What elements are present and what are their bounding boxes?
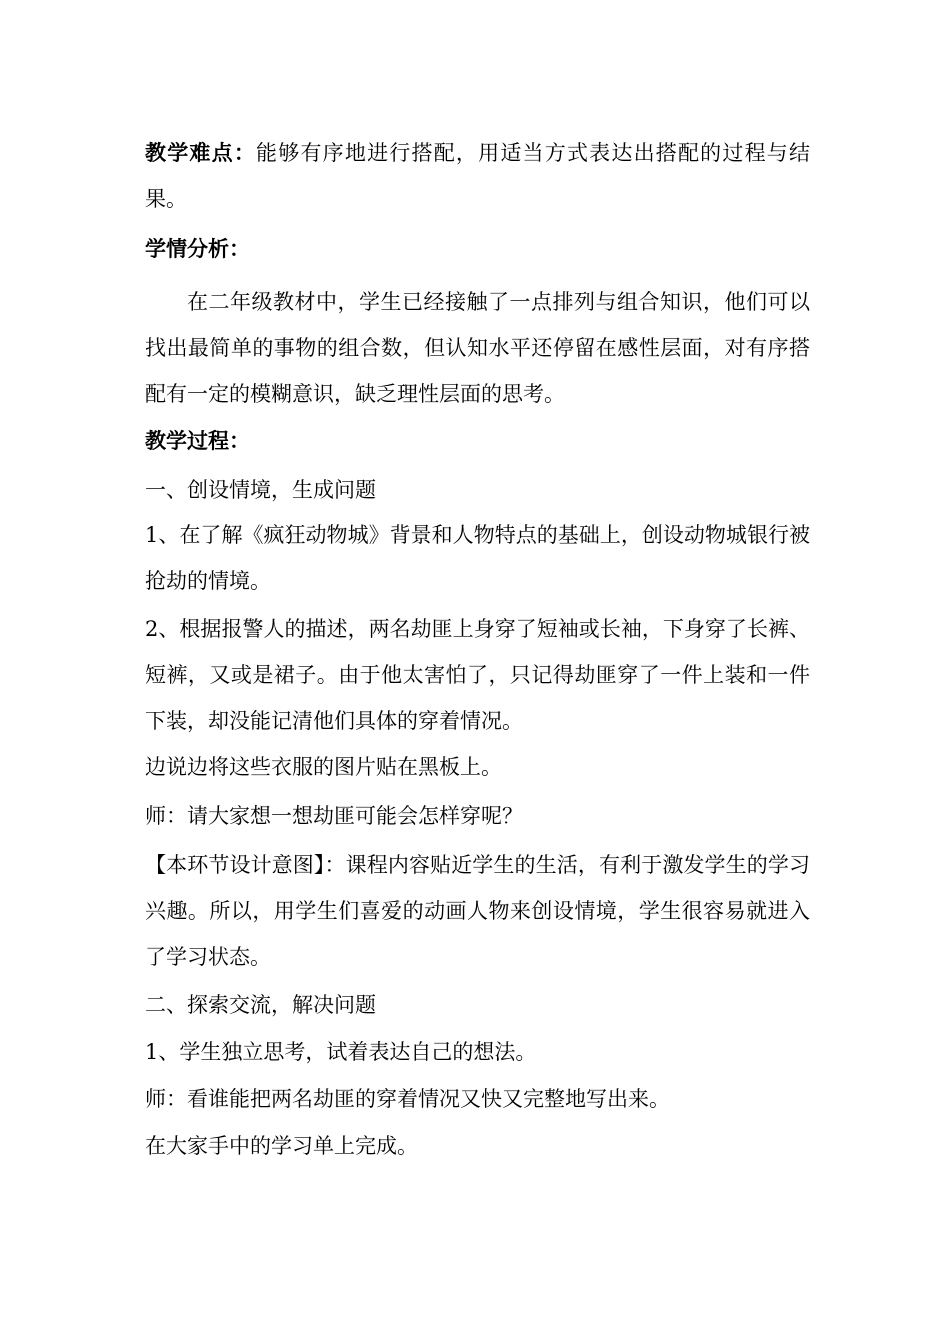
document-body bbox=[145, 130, 810, 1168]
section-2-line-3: 在大家手中的学习单上完成。 bbox=[145, 1134, 418, 1158]
section-2-title: 二、探索交流，解决问题 bbox=[145, 993, 376, 1017]
student-analysis-paragraph: 在二年级教材中，学生已经接触了一点排列与组合知识，他们可以找出最简单的事物的组合数，但认知水平还停留在感性层面，对有序搭配有一定的模糊意识，缺乏理性层面的思考。 bbox=[145, 290, 810, 406]
design-intent-paragraph: 【本环节设计意图】：课程内容贴近学生的生活，有利于激发学生的学习兴趣。所以，用学生们喜爱的动画人物来创设情境，学生很容易就进入了学习状态。 bbox=[145, 853, 810, 969]
student-analysis-heading: 学情分析： bbox=[145, 237, 250, 261]
section-1-teacher-question: 师：请大家想一想劫匪可能会怎样穿呢？ bbox=[145, 804, 523, 828]
section-1-item-1: 1、在了解《疯狂动物城》背景和人物特点的基础上，创设动物城银行被抢劫的情境。 bbox=[145, 523, 810, 593]
section-2-teacher-instruction: 师：看谁能把两名劫匪的穿着情况又快又完整地写出来。 bbox=[145, 1087, 670, 1111]
section-2-item-1: 1、学生独立思考，试着表达自己的想法。 bbox=[145, 1040, 537, 1064]
section-1-title: 一、创设情境，生成问题 bbox=[145, 478, 376, 502]
section-1-item-2: 2、根据报警人的描述，两名劫匪上身穿了短袖或长袖，下身穿了长裤、短裤，又或是裙子。由于他太害怕了，只记得劫匪穿了一件上装和一件下装，却没能记清他们具体的穿着情况。 bbox=[145, 617, 810, 733]
teaching-difficulty-paragraph bbox=[145, 130, 810, 222]
teaching-difficulty-label: 教学难点： bbox=[145, 141, 257, 165]
section-1-line-3: 边说边将这些衣服的图片贴在黑板上。 bbox=[145, 755, 502, 779]
teaching-difficulty-text: 能够有序地进行搭配，用适当方式表达出搭配的过程与结果。 bbox=[145, 141, 811, 211]
teaching-process-heading: 教学过程： bbox=[145, 429, 250, 453]
